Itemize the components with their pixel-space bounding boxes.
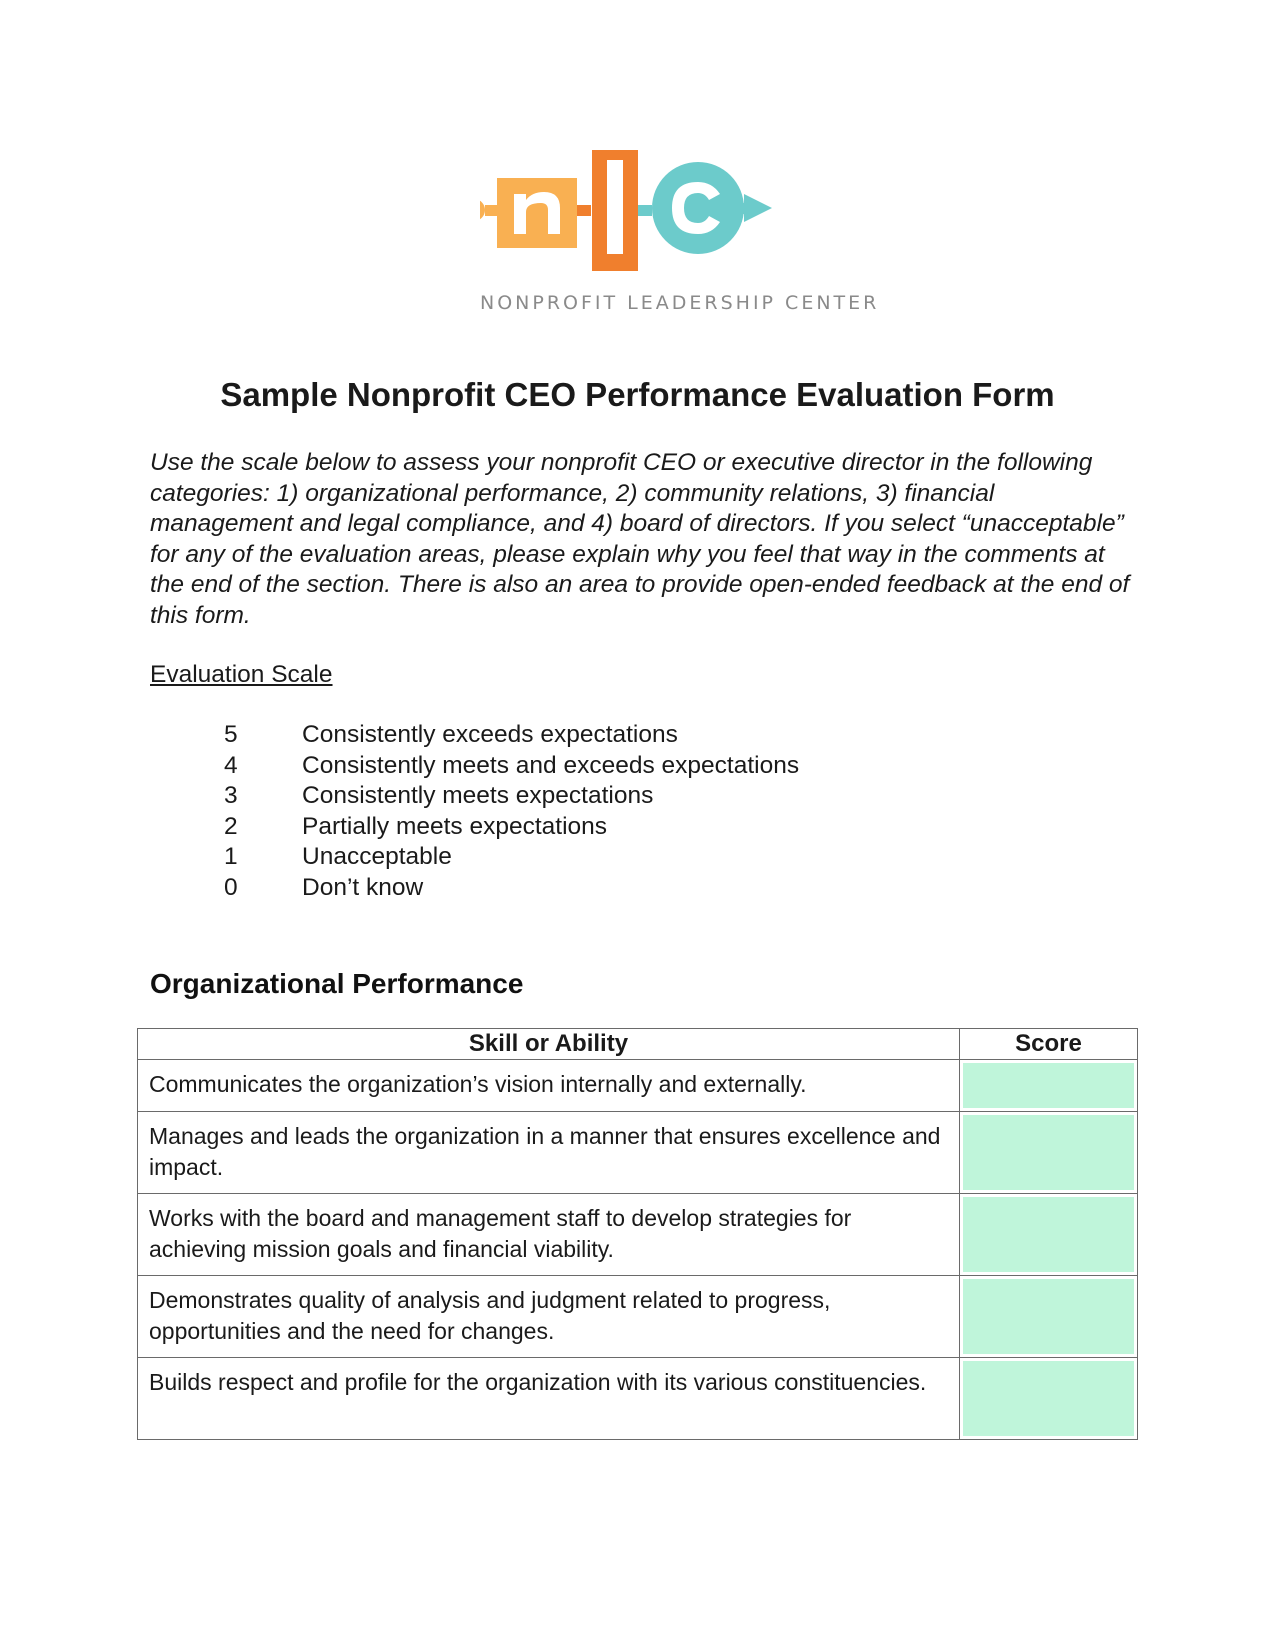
page-title: Sample Nonprofit CEO Performance Evaluation Form	[220, 376, 1055, 413]
table-row	[138, 1060, 1138, 1112]
skill-cell: Manages and leads the organization in a manner that ensures excellence and impact.	[138, 1112, 960, 1194]
table-row	[138, 1112, 1138, 1194]
score-column-header: Score	[960, 1029, 1138, 1060]
skill-cell: Communicates the organization’s vision internally and externally.	[138, 1060, 960, 1112]
skill-cell: Works with the board and management staff to develop strategies for achieving mission goals and financial viability.	[138, 1194, 960, 1276]
evaluation-scale-list	[222, 720, 799, 903]
score-input[interactable]	[963, 1361, 1134, 1436]
evaluation-table	[137, 1028, 1138, 1440]
skill-column-header: Skill or Ability	[138, 1029, 960, 1060]
skill-cell: Demonstrates quality of analysis and judgment related to progress, opportunities and the need for changes.	[138, 1276, 960, 1358]
scale-item	[222, 812, 799, 843]
score-cell[interactable]	[960, 1358, 1138, 1440]
scale-score: 2	[224, 812, 238, 840]
skill-cell: Builds respect and profile for the organization with its various constituencies.	[138, 1358, 960, 1440]
score-input[interactable]	[963, 1197, 1134, 1272]
scale-label: Consistently meets and exceeds expectations	[302, 751, 800, 779]
table-row	[138, 1276, 1138, 1358]
scale-label: Consistently exceeds expectations	[302, 721, 678, 748]
nlc-logo-mark	[480, 150, 820, 290]
scale-label: Don’t know	[302, 873, 424, 901]
scale-label: Partially meets expectations	[302, 812, 608, 840]
scale-score: 3	[224, 782, 238, 809]
scale-item	[222, 842, 799, 873]
scale-label: Consistently meets expectations	[302, 782, 654, 809]
scale-item	[222, 781, 799, 812]
score-cell[interactable]	[960, 1276, 1138, 1358]
table-row	[138, 1194, 1138, 1276]
evaluation-scale-heading: Evaluation Scale	[150, 661, 333, 688]
score-cell[interactable]	[960, 1194, 1138, 1276]
scale-score: 5	[224, 721, 238, 748]
scale-score: 4	[224, 751, 238, 779]
scale-label: Unacceptable	[302, 843, 452, 870]
scale-score: 1	[224, 843, 238, 870]
table-header-row	[138, 1029, 1138, 1060]
score-cell[interactable]	[960, 1060, 1138, 1112]
scale-score: 0	[224, 873, 238, 901]
scale-item	[222, 751, 799, 782]
section-heading: Organizational Performance	[150, 968, 524, 999]
score-cell[interactable]	[960, 1112, 1138, 1194]
scale-item	[222, 720, 799, 751]
score-input[interactable]	[963, 1115, 1134, 1190]
intro-paragraph: Use the scale below to assess your nonprofit CEO or executive director in the following categories: 1) organizational performance, 2) community relations, 3) financial management and legal compliance, and 4) board of directors. If you select “unacceptable” for any of the evaluation areas, please explain why you feel that way in the comments at the end of the section. There is also an area to provide open-ended feedback at the end of this form.	[150, 449, 1130, 629]
logo-caption: NONPROFIT LEADERSHIP CENTER	[480, 292, 880, 314]
nlc-logo	[480, 150, 880, 325]
score-input[interactable]	[963, 1063, 1134, 1108]
score-input[interactable]	[963, 1279, 1134, 1354]
table-row	[138, 1358, 1138, 1440]
scale-item	[222, 873, 799, 904]
